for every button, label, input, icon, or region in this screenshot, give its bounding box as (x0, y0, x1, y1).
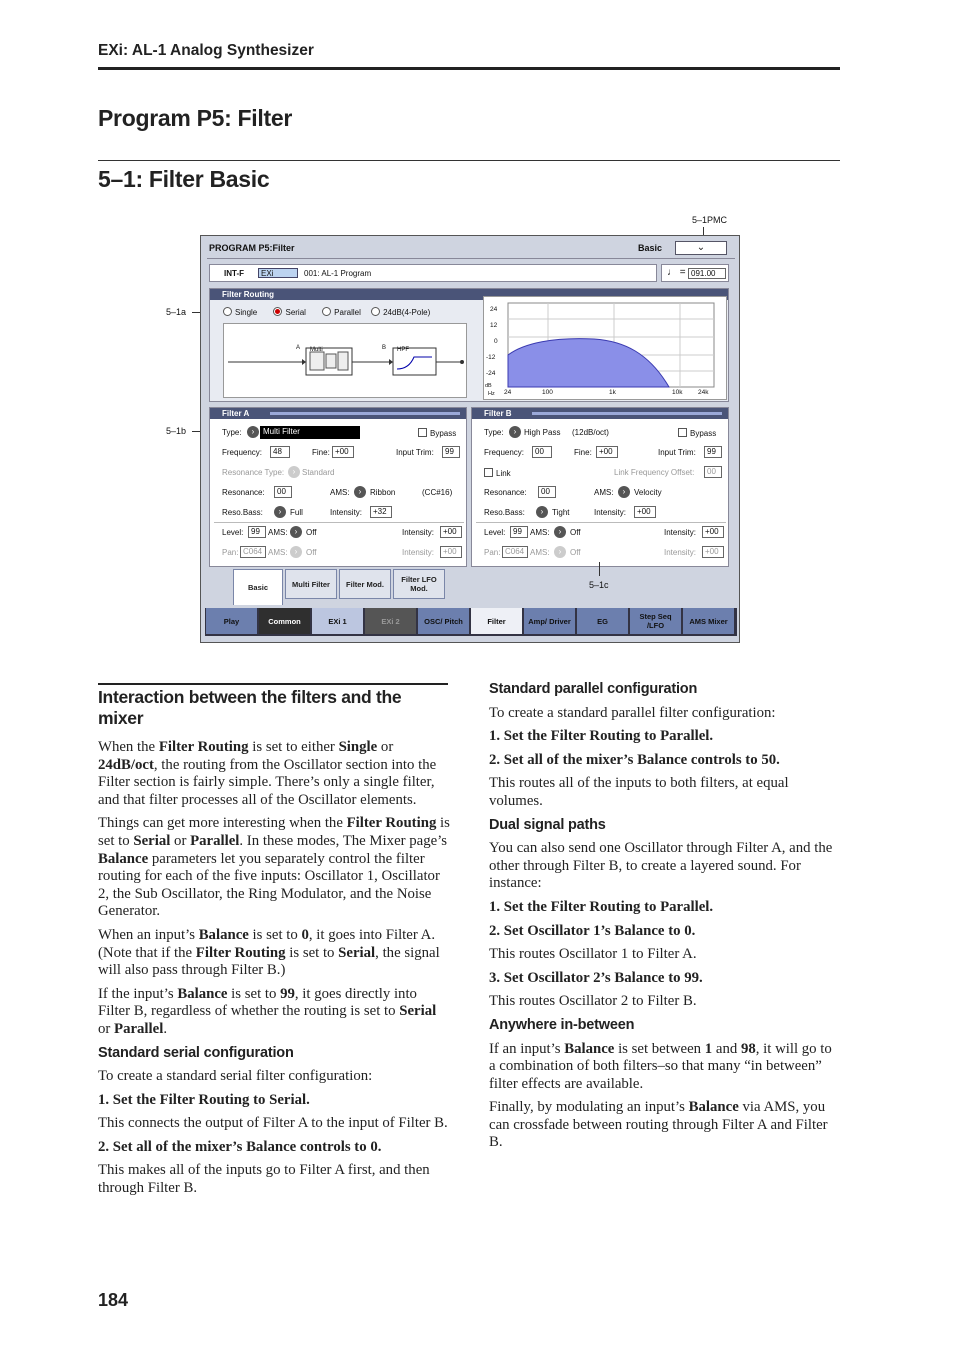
text-run: or (377, 739, 394, 755)
x-tick: 24 (504, 389, 512, 396)
running-title: EXi: AL-1 Analog Synthesizer (98, 42, 314, 59)
filter-b-ams-label: AMS: (594, 488, 614, 497)
step: 1. Set the Filter Routing to Parallel. (489, 898, 714, 915)
filter-b-ams3: Off (570, 548, 581, 557)
text-run: via AMS, you can crossfade between routing through Filter A and Filter B. (489, 1099, 828, 1151)
filter-b-trim-label: Input Trim: (658, 448, 696, 457)
filter-a-ams-cc: (CC#16) (422, 488, 453, 497)
paragraph: This routes Oscillator 1 to Filter A. (489, 946, 697, 963)
filter-b-int2-label: Intensity: (664, 528, 697, 537)
program-select[interactable] (209, 264, 657, 282)
paragraph: This routes Oscillator 2 to Filter B. (489, 993, 697, 1010)
filter-b-fine-label: Fine: (574, 448, 592, 457)
input-a-label: A (296, 345, 301, 351)
paragraph (489, 1099, 841, 1152)
page-select-label: Basic (638, 243, 663, 253)
bank-tag: EXi (258, 268, 298, 278)
tempo-value: 091.00 (688, 268, 726, 279)
step: 1. Set the Filter Routing to Serial. (98, 1091, 310, 1108)
step: 2. Set all of the mixer’s Balance controls to 0. (98, 1138, 382, 1155)
paragraph (98, 739, 450, 809)
routing-options (223, 307, 430, 318)
text-run: or (170, 832, 191, 849)
tempo-field[interactable] (661, 264, 729, 282)
checkbox-icon (484, 468, 493, 477)
filter-a-int3-label: Intensity: (402, 548, 435, 557)
filter-a-type-value[interactable]: Multi Filter (260, 426, 360, 439)
radio-selected-icon (273, 307, 282, 316)
filter-a-int3[interactable]: +00 (440, 546, 462, 558)
chevron-down-icon: ⌄ (696, 242, 706, 253)
filter-b-resobass-label: Reso.Bass: (484, 508, 525, 517)
x-tick: 24k (698, 389, 709, 396)
resobass-popup-icon[interactable]: › (536, 506, 548, 518)
paragraph: This connects the output of Filter A to the input of Filter B. (98, 1115, 448, 1132)
filter-a-ams-label: AMS: (330, 488, 350, 497)
radio-icon (371, 307, 380, 316)
x-tick: 100 (542, 389, 553, 396)
filter-b-int3[interactable]: +00 (702, 546, 724, 558)
filter-a-trim-label: Input Trim: (396, 448, 434, 457)
section-rule (98, 683, 448, 685)
tab-exi2[interactable]: EXi 2 (365, 608, 417, 634)
text-run: , it goes directly into Filter B, regardless of whether the routing is set to (98, 985, 417, 1020)
bold-term: Filter Routing (158, 739, 249, 755)
tab-common[interactable]: Common (259, 608, 311, 634)
radio-icon (322, 307, 331, 316)
filter-a-int2[interactable]: +00 (440, 526, 462, 538)
routing-serial[interactable]: Serial (273, 308, 305, 317)
filter-b-ams: Velocity (634, 488, 662, 497)
tab-basic[interactable]: Basic (233, 569, 283, 605)
paragraph: This routes all of the inputs to both filters, at equal volumes. (489, 775, 789, 809)
tab-filter-mod[interactable]: Filter Mod. (339, 569, 391, 599)
filter-b-bypass[interactable]: Bypass (678, 428, 716, 439)
filter-a-pan-label: Pan: (222, 548, 239, 557)
heading-parallel: Standard parallel configuration (489, 681, 698, 697)
filter-a-restype-label: Resonance Type: (222, 468, 285, 477)
text-run: . (163, 1020, 168, 1037)
filter-a-resobass-label: Reso.Bass: (222, 508, 263, 517)
filter-b-title: Filter B (472, 408, 728, 419)
paragraph: To create a standard serial filter configuration: (98, 1068, 373, 1085)
routing-diagram (223, 323, 467, 398)
paragraph (489, 1041, 841, 1094)
y-tick: -24 (486, 370, 496, 377)
filter-a-int2-label: Intensity: (402, 528, 435, 537)
right-column (489, 677, 841, 1158)
filter-a-trim[interactable]: 99 (442, 446, 460, 458)
page-menu-button[interactable] (675, 241, 727, 255)
filter-b-pan-label: Pan: (484, 548, 501, 557)
filter-b-ams3-label: AMS: (530, 548, 550, 557)
heading-serial: Standard serial configuration (98, 1044, 294, 1061)
filter-b-res-label: Resonance: (484, 488, 527, 497)
filter-a-res[interactable]: 00 (274, 486, 292, 498)
filter-a-fine-label: Fine: (312, 448, 330, 457)
checkbox-icon (418, 428, 427, 437)
text-run: When an input’s (98, 926, 199, 943)
y-tick: -12 (486, 354, 496, 361)
filter-a-bypass[interactable]: Bypass (418, 428, 456, 439)
filter-a-ams2-label: AMS: (268, 528, 288, 537)
bold-term: Single (338, 739, 378, 755)
step: 1. Set the Filter Routing to Parallel. (489, 728, 714, 745)
tab-filter-lfo-mod[interactable]: Filter LFO Mod. (393, 569, 445, 599)
section-title: 5–1: Filter Basic (98, 166, 270, 192)
note-icon: ♩ = (667, 267, 686, 278)
program-name: 001: AL-1 Program (304, 269, 372, 278)
text-run: If the input’s (98, 985, 178, 1002)
subsection-heading: Interaction between the filters and the mixer (98, 687, 402, 728)
text-run: , the signal will also pass through Filter B.) (98, 944, 440, 979)
callout-b: 5–1b (166, 426, 187, 436)
heading-between: Anywhere in-between (489, 1016, 635, 1033)
bold-term: 1 (704, 1040, 713, 1057)
paragraph (98, 986, 450, 1039)
filter-a-restype: Standard (302, 468, 335, 477)
bold-term: 98 (740, 1040, 756, 1057)
main-tab-bar (205, 608, 737, 636)
tab-step-seq-lfo[interactable]: Step Seq /LFO (630, 608, 682, 634)
block-b-label: HPF (397, 347, 409, 353)
filter-a-pan[interactable]: C064 (240, 546, 266, 558)
input-b-label: B (382, 345, 387, 351)
unit-db: dB (485, 383, 492, 389)
filter-a-level-label: Level: (222, 528, 244, 537)
text-run: is set between (614, 1040, 705, 1057)
filter-response-graph (483, 296, 727, 400)
resobass-popup-icon[interactable]: › (274, 506, 286, 518)
filter-a-type-label: Type: (222, 428, 242, 437)
filter-b-int3-label: Intensity: (664, 548, 697, 557)
filter-b-linkoff[interactable]: 00 (704, 466, 722, 478)
text-run: , the routing from the Oscillator section into the Filter section is fairly simple. There’s only a single filter, and that filter processes all of the Oscillator elements. (98, 756, 437, 808)
filter-b-level-label: Level: (484, 528, 506, 537)
text-run: When the (98, 739, 159, 755)
divider (476, 522, 726, 523)
routing-parallel[interactable]: Parallel (322, 308, 361, 317)
filter-a-type-popup-icon[interactable]: › (247, 426, 259, 438)
filter-b-ams2: Off (570, 528, 581, 537)
header-rule (98, 67, 840, 70)
restype-popup-icon[interactable]: › (288, 466, 300, 478)
paragraph: This makes all of the inputs go to Filter A first, and then through Filter B. (98, 1162, 430, 1197)
text-run: , it goes into Filter A. (Note that if the (98, 926, 436, 961)
text-run: is set to (227, 985, 281, 1002)
filter-a-int-label: Intensity: (330, 508, 363, 517)
bold-term: Parallel (114, 1020, 164, 1037)
bold-term: Filter Routing (195, 944, 286, 961)
text-run: parameters let you separately control the filter routing for each of the five inputs: Oscillator 1, Oscillator 2, the Sub Oscillator, the Ring Modulator, and the Noise Generator. (98, 850, 440, 920)
y-tick: 12 (490, 322, 498, 329)
text-run: is set to (98, 815, 450, 849)
ams-popup-icon[interactable]: › (618, 486, 630, 498)
filter-b-panel (471, 407, 729, 567)
step: 2. Set Oscillator 1’s Balance to 0. (489, 922, 696, 939)
filter-b-type-popup-icon[interactable]: › (509, 426, 521, 438)
step: 2. Set all of the mixer’s Balance controls to 50. (489, 751, 780, 768)
bold-term: Parallel (190, 832, 240, 849)
divider (207, 258, 735, 259)
page-title: Program P5: Filter (98, 105, 292, 131)
paragraph: You can also send one Oscillator through Filter A, and the other through Filter B, to create a layered sound. For instance: (489, 840, 833, 892)
screen-title: PROGRAM P5:Filter (209, 243, 295, 253)
callout-c: 5–1c (589, 580, 609, 590)
text-run: , it will go to a combination of both filters–so that many “in between” filter effects are available. (489, 1040, 832, 1092)
bold-term: Balance (98, 850, 149, 867)
bold-term: Serial (399, 1003, 437, 1020)
tab-exi1[interactable]: EXi 1 (312, 608, 364, 634)
tab-amp-driver[interactable]: Amp/ Driver (524, 608, 576, 634)
paragraph: To create a standard parallel filter configuration: (489, 704, 776, 721)
tab-multi-filter[interactable]: Multi Filter (285, 569, 337, 599)
filter-b-ams2-label: AMS: (530, 528, 550, 537)
text-run: or (98, 1020, 115, 1037)
y-tick: 24 (490, 306, 498, 313)
left-column (98, 687, 450, 1204)
filter-a-freq-label: Frequency: (222, 448, 263, 457)
y-tick: 0 (494, 338, 498, 345)
routing-diagram-svg (224, 324, 468, 399)
filter-a-resobass: Full (290, 508, 303, 517)
ams3-popup-icon[interactable]: › (554, 546, 566, 558)
filter-a-panel (209, 407, 467, 567)
filter-b-type-value: High Pass (524, 428, 561, 437)
callout-pmc: 5–1PMC (692, 215, 728, 225)
text-run: . In these modes, The Mixer page’s (239, 832, 448, 849)
filter-b-link[interactable]: Link (484, 468, 511, 479)
filter-b-type-label: Type: (484, 428, 504, 437)
bold-term: 24dB/oct (98, 756, 154, 773)
sub-tab-bar (207, 569, 735, 601)
heading-dual: Dual signal paths (489, 816, 606, 833)
step: 3. Set Oscillator 2’s Balance to 99. (489, 969, 703, 986)
text-run: is set to (248, 926, 302, 943)
filter-a-level[interactable]: 99 (248, 526, 266, 538)
bold-term: Balance (177, 985, 228, 1002)
ams-popup-icon[interactable]: › (354, 486, 366, 498)
bold-term: 0 (301, 926, 309, 943)
tab-ams-mixer[interactable]: AMS Mixer (683, 608, 735, 634)
text-run: is set to either (248, 739, 339, 755)
filter-a-ams3: Off (306, 548, 317, 557)
filter-b-level[interactable]: 99 (510, 526, 528, 538)
bold-term: Balance (564, 1040, 615, 1057)
filter-b-resobass: Tight (552, 508, 570, 517)
ams2-popup-icon[interactable]: › (554, 526, 566, 538)
filter-b-trim[interactable]: 99 (704, 446, 722, 458)
filter-a-freq[interactable]: 48 (270, 446, 290, 458)
tab-play[interactable]: Play (206, 608, 258, 634)
filter-b-fine[interactable]: +00 (596, 446, 618, 458)
filter-b-res[interactable]: 00 (538, 486, 556, 498)
text-run: is set to (285, 944, 339, 961)
bold-term: 99 (280, 985, 295, 1002)
bank-label: INT-F (224, 269, 244, 278)
routing-24db[interactable]: 24dB(4-Pole) (371, 308, 430, 317)
bold-term: Serial (338, 944, 376, 961)
bold-term: Balance (688, 1099, 739, 1116)
tab-eg[interactable]: EG (577, 608, 629, 634)
filter-routing-title: Filter Routing (210, 289, 728, 300)
filter-b-int2[interactable]: +00 (702, 526, 724, 538)
ams2-popup-icon[interactable]: › (290, 526, 302, 538)
unit-hz: Hz (488, 391, 495, 397)
filter-b-int[interactable]: +00 (634, 506, 656, 518)
filter-a-fine[interactable]: +00 (332, 446, 354, 458)
filter-b-pan[interactable]: C064 (502, 546, 528, 558)
bold-term: Filter Routing (346, 815, 437, 832)
text-run: If an input’s (489, 1040, 565, 1057)
bold-term: Serial (133, 832, 171, 849)
text-run: and (712, 1040, 741, 1057)
filter-b-freq[interactable]: 00 (532, 446, 552, 458)
paragraph (98, 815, 450, 921)
filter-a-ams2: Off (306, 528, 317, 537)
block-a-label: Multi (310, 347, 323, 353)
divider (214, 522, 464, 523)
title-rule (98, 160, 840, 161)
filter-b-type-slope: (12dB/oct) (572, 428, 609, 437)
paragraph (98, 927, 450, 980)
screen-figure (200, 235, 740, 643)
routing-single[interactable]: Single (223, 308, 257, 317)
text-run: Finally, by modulating an input’s (489, 1099, 689, 1116)
callout-a: 5–1a (166, 307, 187, 317)
tab-filter[interactable]: Filter (471, 608, 523, 634)
filter-b-linkoff-label: Link Frequency Offset: (614, 468, 695, 477)
filter-b-int-label: Intensity: (594, 508, 627, 517)
filter-b-freq-label: Frequency: (484, 448, 525, 457)
response-graph-svg (484, 297, 728, 401)
filter-a-title: Filter A (210, 408, 466, 419)
filter-a-ams3-label: AMS: (268, 548, 288, 557)
filter-a-res-label: Resonance: (222, 488, 265, 497)
x-tick: 10k (672, 389, 683, 396)
radio-icon (223, 307, 232, 316)
bold-term: Balance (198, 926, 249, 943)
filter-a-int[interactable]: +32 (370, 506, 392, 518)
filter-a-ams: Ribbon (370, 488, 396, 497)
page-number: 184 (98, 1290, 129, 1310)
ams3-popup-icon[interactable]: › (290, 546, 302, 558)
text-run: Things can get more interesting when the (98, 815, 347, 832)
checkbox-icon (678, 428, 687, 437)
x-tick: 1k (609, 389, 616, 396)
tab-osc-pitch[interactable]: OSC/ Pitch (418, 608, 470, 634)
